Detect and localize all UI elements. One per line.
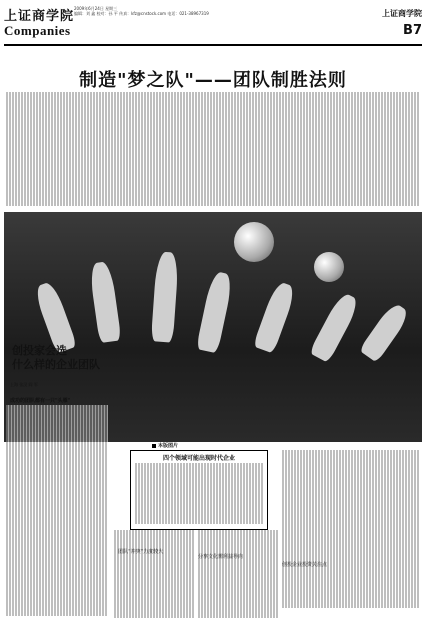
raised-hand <box>33 280 78 353</box>
issue-meta-line2: 编辑：刘 鑫 校对：孙 平 传真：kfz@cnstock.com 电话：021-38967319 <box>74 11 209 16</box>
sidebar-box <box>130 450 268 530</box>
issue-meta <box>74 6 284 16</box>
raised-hand <box>196 271 234 354</box>
issue-meta-line1: 2009年6月24日 星期三 <box>74 6 118 11</box>
left-article-subhead: 成功的团队都有一只"头雁" <box>10 398 71 404</box>
left-article-headline: 创投家会选 什么样的企业团队 <box>12 344 100 371</box>
page-header <box>4 2 422 44</box>
sidebar-box-title: 四个领域可能出现时代企业 <box>162 455 235 462</box>
intro-text-block <box>6 92 420 210</box>
raised-hand <box>151 251 179 342</box>
photo-caption: 本版图片 <box>152 442 178 449</box>
raised-hand <box>89 261 122 343</box>
raised-hand <box>309 291 361 363</box>
column-2-text <box>114 530 194 620</box>
section-title-cn: 上证商学院 <box>382 9 422 18</box>
section-title-en: Companies <box>4 23 71 38</box>
raised-hand <box>359 301 411 363</box>
main-headline: 制造"梦之队"——团队制胜法则 <box>79 70 347 91</box>
raised-hand <box>253 280 298 353</box>
page-number: B7 <box>403 23 422 38</box>
sidebar-box-text <box>135 463 263 525</box>
right-column-text <box>282 450 420 620</box>
left-article-byline: 上海 张汉 阎 军 <box>10 382 38 387</box>
paper-name: 上证商学院 <box>4 9 75 24</box>
column-3-text <box>198 530 278 620</box>
left-column-text <box>6 405 108 619</box>
ball-shape <box>314 252 344 282</box>
header-rule <box>4 44 422 46</box>
ball-shape <box>234 222 274 262</box>
